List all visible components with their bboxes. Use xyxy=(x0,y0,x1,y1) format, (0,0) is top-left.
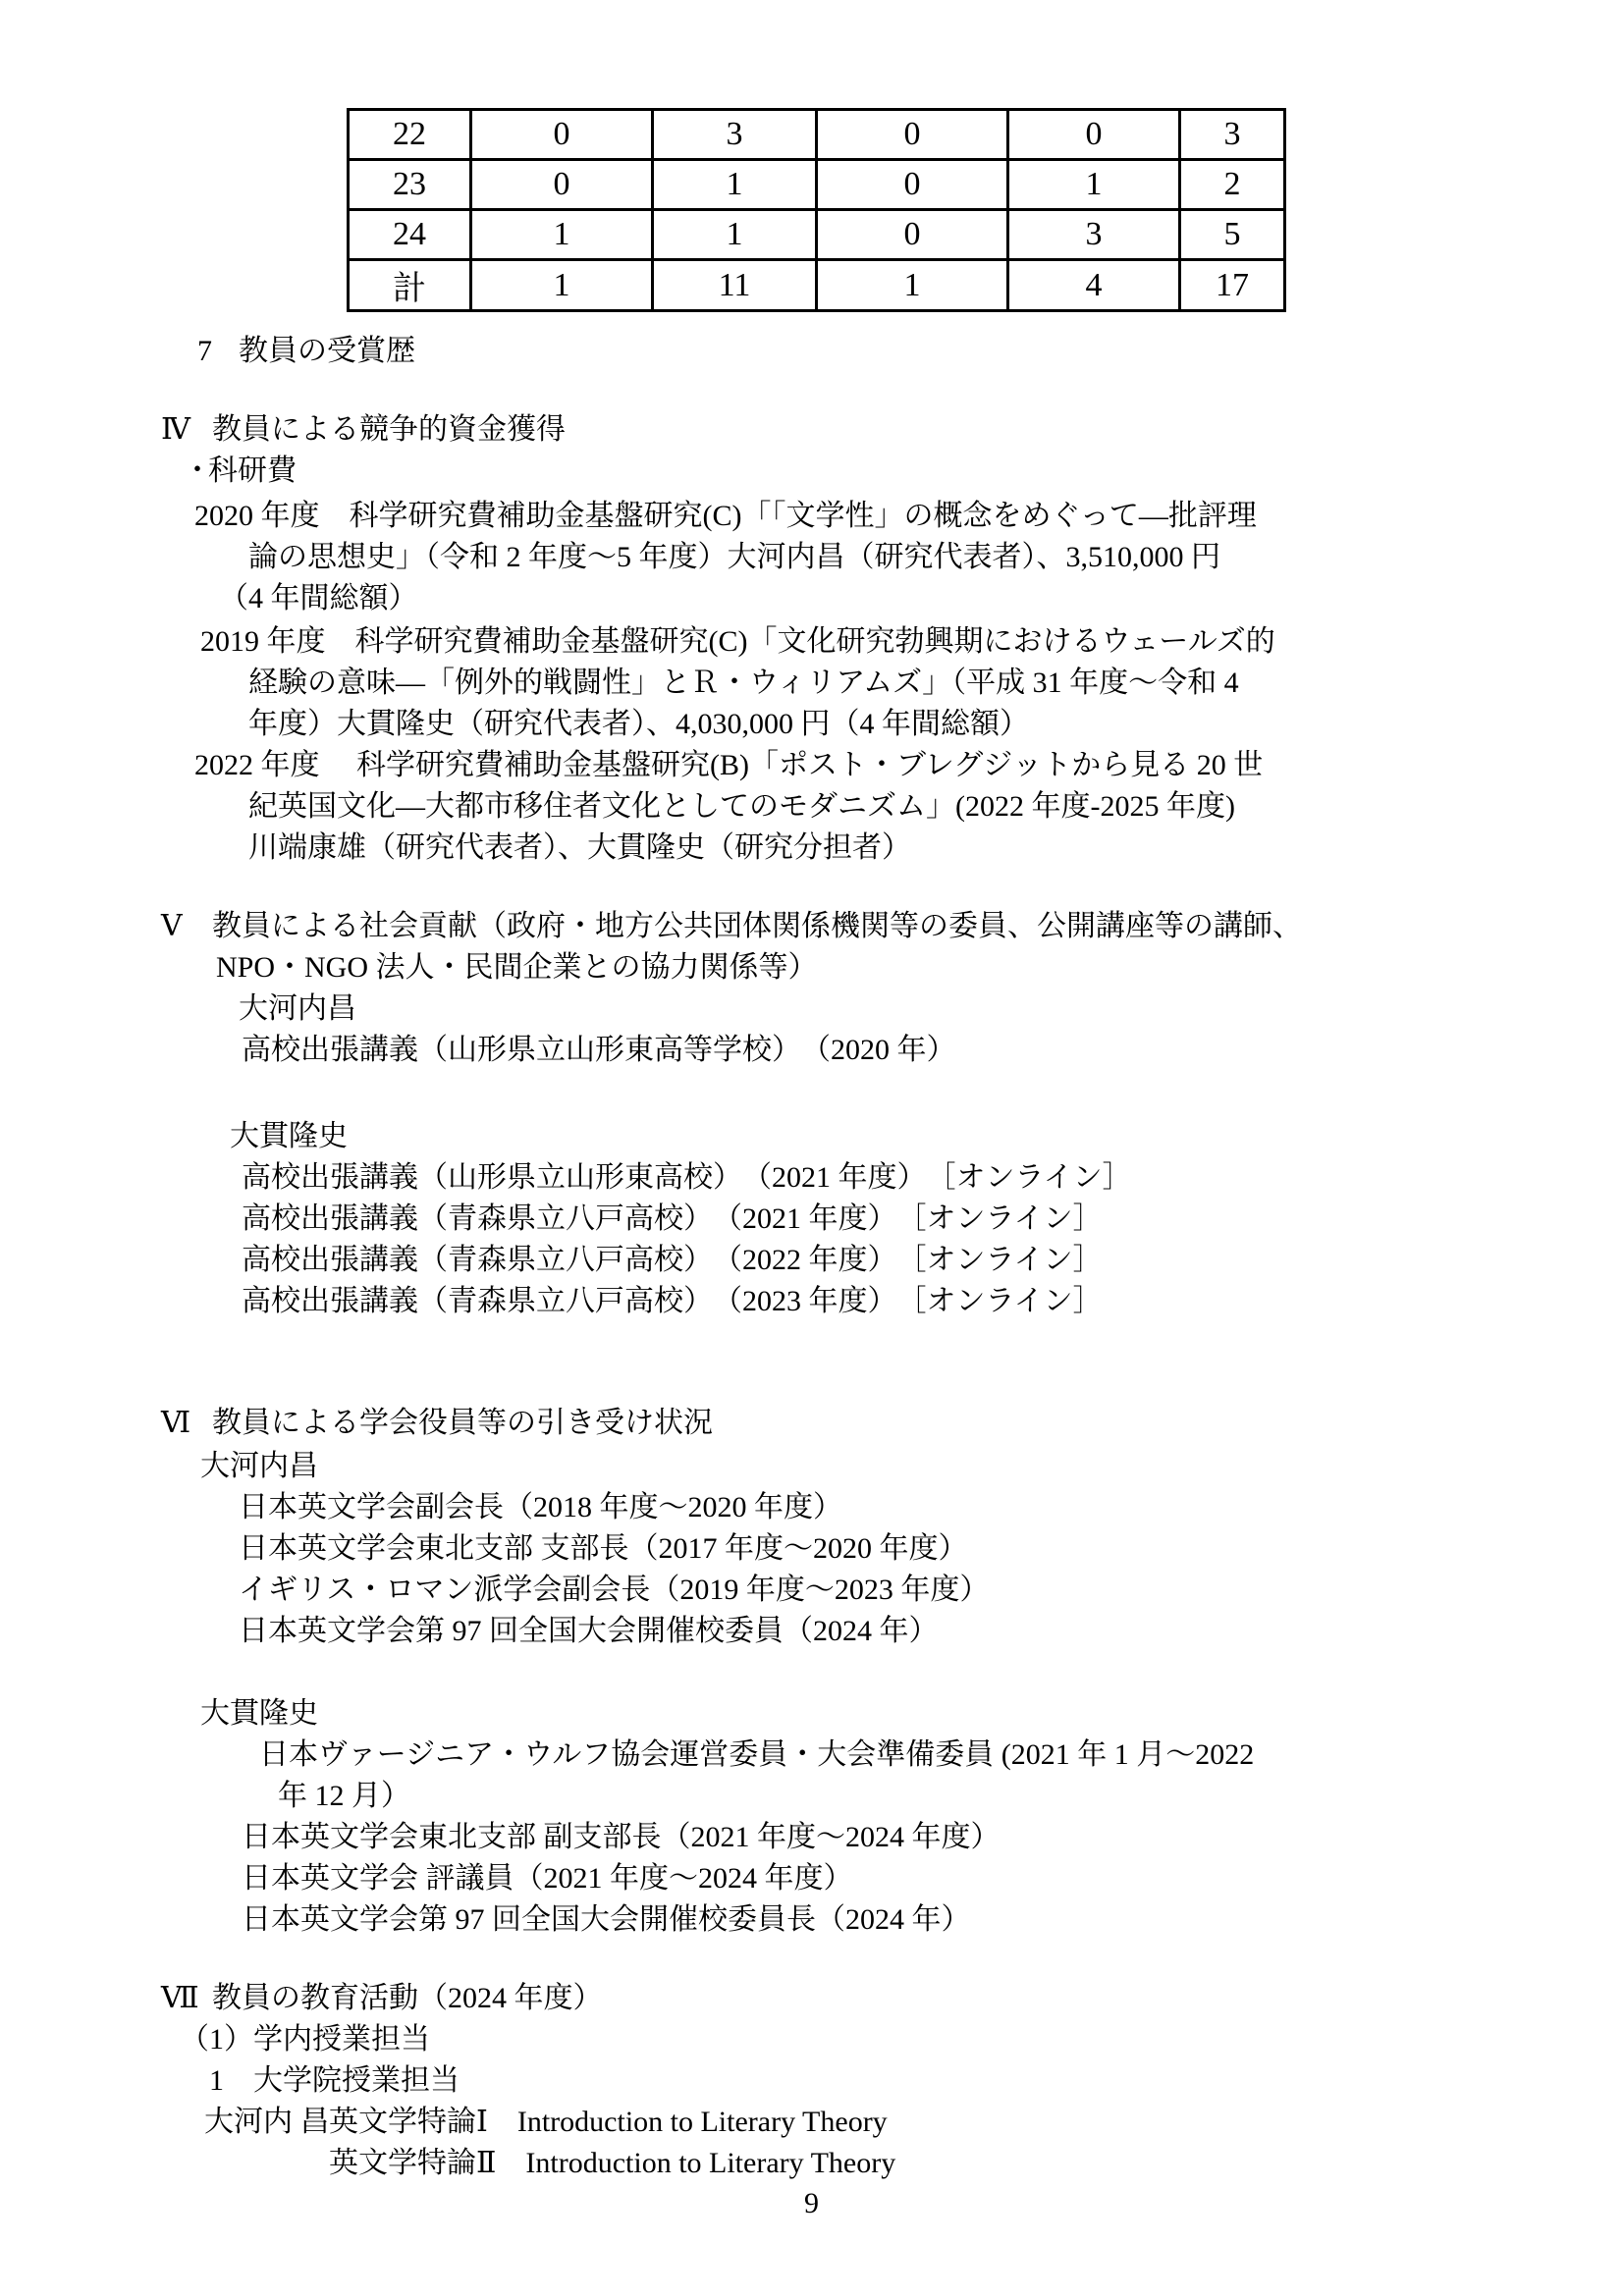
awards-heading-title: 教員の受賞歴 xyxy=(239,335,415,367)
person-name: 大河内昌 xyxy=(239,992,356,1025)
table-cell: 1 xyxy=(653,210,817,260)
section5-numeral: Ⅴ xyxy=(161,910,183,942)
table-cell: 23 xyxy=(349,160,471,210)
grant1-line2: 論の思想史」（令和 2 年度～5 年度）大河内昌（研究代表者）、3,510,000 円 xyxy=(248,541,1220,573)
subsection-number: 1 xyxy=(209,2064,224,2097)
summary-table xyxy=(347,108,1286,312)
role-item: 日本英文学会副会長（2018 年度～2020 年度） xyxy=(239,1491,842,1523)
table-cell: 3 xyxy=(653,110,817,160)
table-cell: 1 xyxy=(471,260,653,311)
table-cell: 24 xyxy=(349,210,471,260)
section4-numeral: Ⅳ xyxy=(161,413,190,446)
person-name: 大貫隆史 xyxy=(200,1697,318,1730)
role-item: 日本英文学会東北支部 副支部長（2021 年度～2024 年度） xyxy=(242,1821,1001,1853)
section5-title-line2: NPO・NGO 法人・民間企業との協力関係等） xyxy=(216,951,818,984)
person-name: 大貫隆史 xyxy=(230,1120,348,1152)
grant2-line1: 2019 年度 科学研究費補助金基盤研究(C)「文化研究勃興期におけるウェールズ的 xyxy=(200,625,1275,658)
activity-item: 高校出張講義（山形県立山形東高等学校） （2020 年） xyxy=(242,1034,956,1066)
bullet-icon: ・ xyxy=(183,454,212,487)
table-cell: 0 xyxy=(817,210,1008,260)
awards-heading-number: 7 xyxy=(197,335,212,367)
section6-title: 教員による学会役員等の引き受け状況 xyxy=(212,1407,713,1439)
grant3-line2: 紀英国文化―大都市移住者文化としてのモダニズム」(2022 年度-2025 年度) xyxy=(248,790,1235,823)
role-item: 日本英文学会第 97 回全国大会開催校委員（2024 年） xyxy=(239,1615,939,1647)
activity-item: 高校出張講義（山形県立山形東高校） （2021 年度） ［オンライン］ xyxy=(242,1161,1132,1194)
table-cell: 計 xyxy=(349,260,471,311)
table-cell: 1 xyxy=(1008,160,1180,210)
table-cell: 0 xyxy=(1008,110,1180,160)
page-number: 9 xyxy=(804,2187,819,2219)
teacher-name: 大河内 昌 xyxy=(204,2106,330,2138)
table-cell: 11 xyxy=(653,260,817,311)
table-cell: 17 xyxy=(1180,260,1285,311)
section6-numeral: Ⅵ xyxy=(161,1407,191,1439)
table-cell: 1 xyxy=(471,210,653,260)
table-row xyxy=(349,110,1285,160)
table-row xyxy=(349,160,1285,210)
grant3-line1: 2022 年度 科学研究費補助金基盤研究(B)「ポスト・ブレグジットから見る 20 世 xyxy=(194,749,1264,781)
table-cell: 3 xyxy=(1008,210,1180,260)
role-item-line1: 日本ヴァージニア・ウルフ協会運営委員・大会準備委員 (2021 年 1 月～2022 xyxy=(259,1738,1255,1771)
table-total-row xyxy=(349,260,1285,311)
section7-numeral: Ⅶ xyxy=(161,1982,199,2014)
table-cell: 5 xyxy=(1180,210,1285,260)
activity-item: 高校出張講義（青森県立八戸高校） （2022 年度） ［オンライン］ xyxy=(242,1244,1103,1276)
grant3-line3: 川端康雄（研究代表者）、大貫隆史（研究分担者） xyxy=(248,831,911,864)
table-cell: 22 xyxy=(349,110,471,160)
table-cell: 2 xyxy=(1180,160,1285,210)
activity-item: 高校出張講義（青森県立八戸高校） （2021 年度） ［オンライン］ xyxy=(242,1202,1103,1235)
section4-title: 教員による競争的資金獲得 xyxy=(212,413,566,446)
table-cell: 1 xyxy=(817,260,1008,311)
role-item-line2: 年 12 月） xyxy=(278,1780,410,1812)
grant2-line2: 経験の意味―「例外的戦闘性」とＲ・ウィリアムズ」（平成 31 年度～令和 4 xyxy=(248,667,1239,699)
subsection-heading: （1）学内授業担当 xyxy=(180,2023,430,2056)
section7-title: 教員の教育活動（2024 年度） xyxy=(212,1982,603,2014)
grant1-line1: 2020 年度 科学研究費補助金基盤研究(C)「「文学性」の概念をめぐって―批評理 xyxy=(194,500,1257,532)
role-item: 日本英文学会 評議員（2021 年度～2024 年度） xyxy=(242,1862,853,1895)
person-name: 大河内昌 xyxy=(200,1450,318,1482)
table-row xyxy=(349,210,1285,260)
course-item: 英文学特論Ⅱ Introduction to Literary Theory xyxy=(329,2147,896,2179)
table-cell: 0 xyxy=(471,160,653,210)
activity-item: 高校出張講義（青森県立八戸高校） （2023 年度） ［オンライン］ xyxy=(242,1285,1103,1317)
course-item: 英文学特論Ⅰ Introduction to Literary Theory xyxy=(329,2106,888,2138)
role-item: イギリス・ロマン派学会副会長（2019 年度～2023 年度） xyxy=(239,1574,990,1606)
table-cell: 1 xyxy=(653,160,817,210)
table-cell: 0 xyxy=(471,110,653,160)
role-item: 日本英文学会東北支部 支部長（2017 年度～2020 年度） xyxy=(239,1532,968,1565)
grant1-line3: （4 年間総額） xyxy=(219,582,418,614)
kakenhi-label: 科研費 xyxy=(208,454,297,487)
subsection-heading: 大学院授業担当 xyxy=(253,2064,460,2097)
table-cell: 0 xyxy=(817,110,1008,160)
section5-title-line1: 教員による社会貢献（政府・地方公共団体関係機関等の委員、公開講座等の講師、 xyxy=(212,910,1302,942)
role-item: 日本英文学会第 97 回全国大会開催校委員長（2024 年） xyxy=(242,1903,971,1936)
table-cell: 3 xyxy=(1180,110,1285,160)
grant2-line3: 年度）大貫隆史（研究代表者）、4,030,000 円（4 年間総額） xyxy=(248,708,1029,740)
table-cell: 4 xyxy=(1008,260,1180,311)
table-cell: 0 xyxy=(817,160,1008,210)
